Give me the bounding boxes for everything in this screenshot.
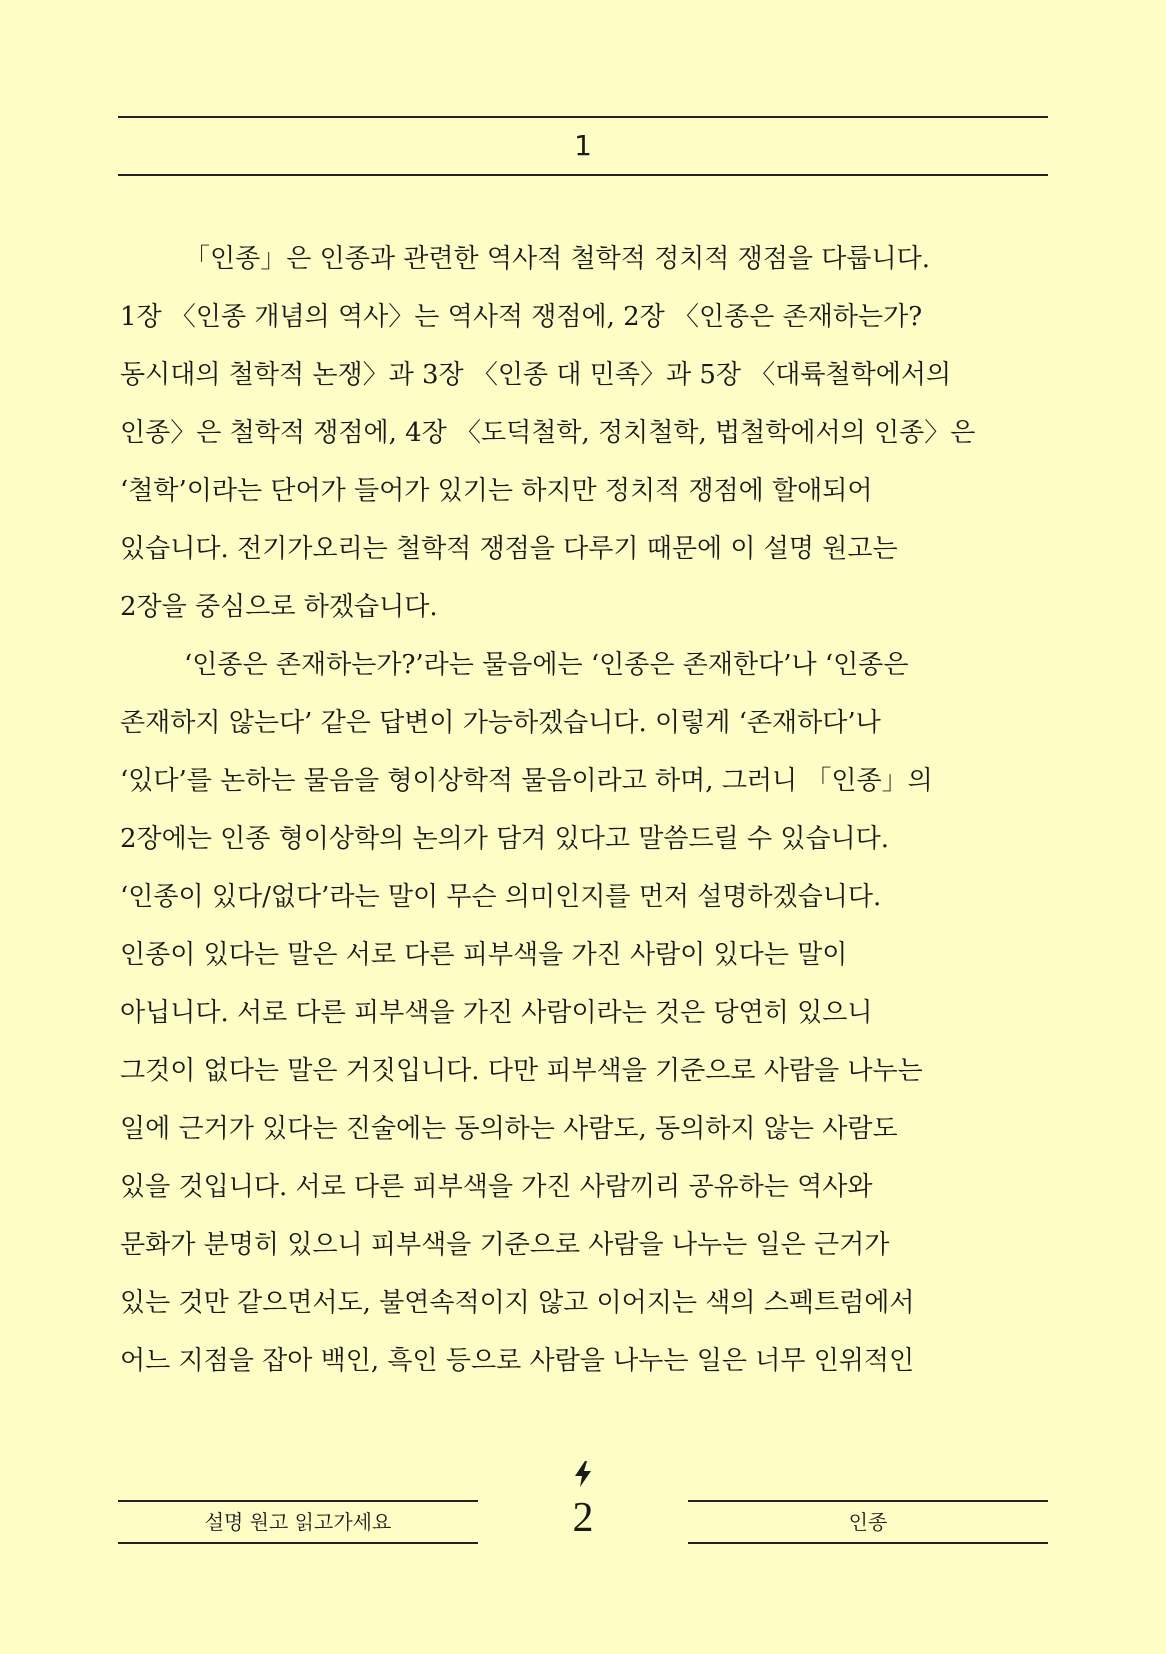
paragraph-line: 인종이 있다는 말은 서로 다른 피부색을 가진 사람이 있다는 말이: [120, 940, 848, 970]
header-rule-top: [118, 116, 1048, 118]
paragraph-line: 있을 것입니다. 서로 다른 피부색을 가진 사람끼리 공유하는 역사와: [120, 1172, 873, 1202]
paragraph-line: 1장 〈인종 개념의 역사〉는 역사적 쟁점에, 2장 〈인종은 존재하는가?: [120, 302, 923, 332]
body-text: [120, 230, 1050, 1390]
paragraph-line: ‘인종이 있다/없다’라는 말이 무슨 의미인지를 먼저 설명하겠습니다.: [120, 882, 882, 912]
paragraph-line: 존재하지 않는다’ 같은 답변이 가능하겠습니다. 이렇게 ‘존재하다’나: [120, 708, 881, 738]
paragraph-line: 그것이 없다는 말은 거짓입니다. 다만 피부색을 기준으로 사람을 나누는: [120, 1056, 923, 1086]
lightning-bolt-icon: [572, 1460, 594, 1488]
paragraph-line: 동시대의 철학적 논쟁〉과 3장 〈인종 대 민족〉과 5장 〈대륙철학에서의: [120, 360, 952, 390]
paragraph-line: 문화가 분명히 있으니 피부색을 기준으로 사람을 나누는 일은 근거가: [120, 1230, 890, 1260]
footer-left-rule-top: [118, 1500, 478, 1502]
paragraph-line: ‘철학’이라는 단어가 들어가 있기는 하지만 정치적 쟁점에 할애되어: [120, 476, 873, 506]
paragraph-line: 아닙니다. 서로 다른 피부색을 가진 사람이라는 것은 당연히 있으니: [120, 998, 873, 1028]
page-number: 2: [572, 1495, 594, 1541]
footer-right-rule-bottom: [688, 1542, 1048, 1544]
paragraph-line: 있는 것만 같으면서도, 불연속적이지 않고 이어지는 색의 스펙트럼에서: [120, 1288, 915, 1318]
section-number: 1: [574, 129, 592, 162]
paragraph-line: 인종〉은 철학적 쟁점에, 4장 〈도덕철학, 정치철학, 법철학에서의 인종〉은: [120, 418, 976, 448]
paragraph-line: 일에 근거가 있다는 진술에는 동의하는 사람도, 동의하지 않는 사람도: [120, 1114, 898, 1144]
footer-right-rule-top: [688, 1500, 1048, 1502]
paragraph-line: 있습니다. 전기가오리는 철학적 쟁점을 다루기 때문에 이 설명 원고는: [120, 534, 898, 564]
paragraph-line: ‘인종은 존재하는가?’라는 물음에는 ‘인종은 존재한다’나 ‘인종은: [184, 650, 909, 680]
footer-left-rule-bottom: [118, 1542, 478, 1544]
paragraph-line: ‘있다’를 논하는 물음을 형이상학적 물음이라고 하며, 그러니 「인종」의: [120, 766, 933, 796]
paragraph-line: 2장을 중심으로 하겠습니다.: [120, 592, 438, 622]
footer-left-label: 설명 원고 읽고가세요: [204, 1510, 392, 1534]
header-rule-bottom: [118, 174, 1048, 176]
paragraph-line: 2장에는 인종 형이상학의 논의가 담겨 있다고 말씀드릴 수 있습니다.: [120, 824, 890, 854]
footer-right-label: 인종: [848, 1510, 888, 1534]
paragraph-line: 어느 지점을 잡아 백인, 흑인 등으로 사람을 나누는 일은 너무 인위적인: [120, 1346, 915, 1376]
paragraph-line: 「인종」은 인종과 관련한 역사적 철학적 정치적 쟁점을 다룹니다.: [184, 244, 931, 274]
